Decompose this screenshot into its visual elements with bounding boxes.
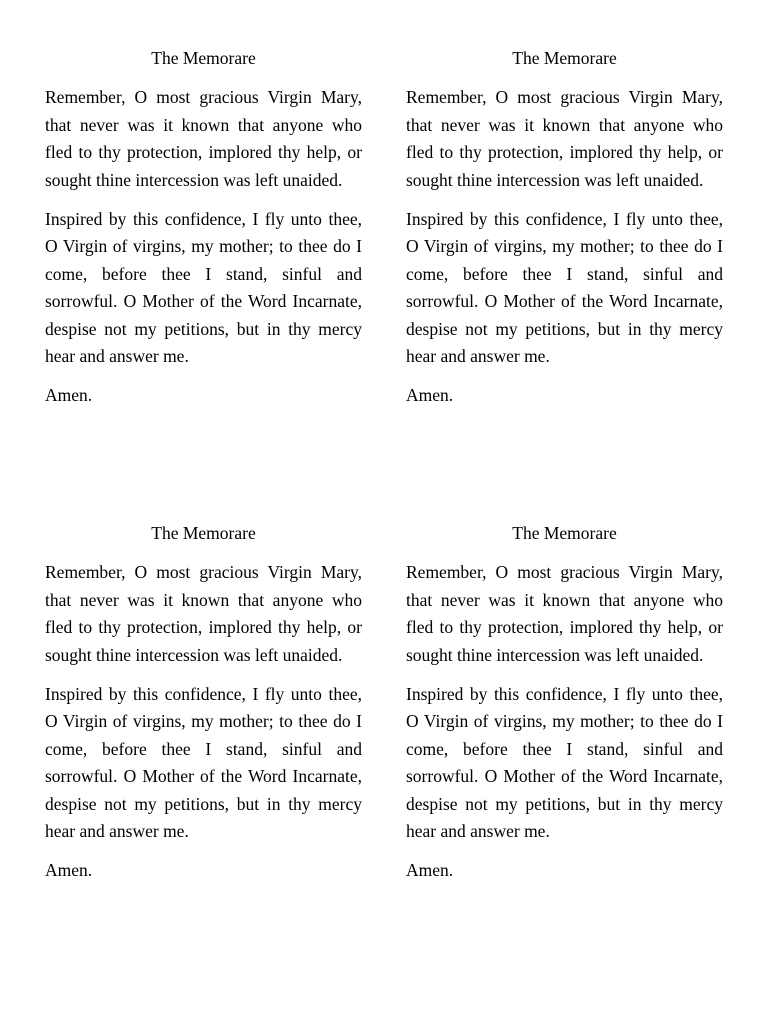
prayer-paragraph-2: Inspired by this confidence, I fly unto thee, O Virgin of virgins, my mother; to thee do I come, before thee I stand, sinful and sorrowful. O Mother of the Word Incarnate, despise not my petitions, but in thy mercy hear and answer me. — [45, 209, 362, 367]
prayer-card-bottom-left — [45, 520, 362, 885]
prayer-paragraph-1: Remember, O most gracious Virgin Mary, that never was it known that anyone who fled to thy protection, implored thy help, or sought thine intercession was left unaided. — [406, 87, 723, 190]
prayer-title: The Memorare — [512, 48, 617, 68]
prayer-paragraph-2: Inspired by this confidence, I fly unto thee, O Virgin of virgins, my mother; to thee do I come, before thee I stand, sinful and sorrowful. O Mother of the Word Incarnate, despise not my petitions, but in thy mercy hear and answer me. — [45, 684, 362, 842]
prayer-card-bottom-right — [406, 520, 723, 885]
prayer-closing: Amen. — [45, 860, 93, 881]
prayer-paragraph-1: Remember, O most gracious Virgin Mary, that never was it known that anyone who fled to thy protection, implored thy help, or sought thine intercession was left unaided. — [45, 562, 362, 665]
prayer-card-top-left — [45, 45, 362, 410]
prayer-closing: Amen. — [45, 385, 93, 406]
prayer-closing: Amen. — [406, 860, 454, 881]
prayer-paragraph-2: Inspired by this confidence, I fly unto thee, O Virgin of virgins, my mother; to thee do I come, before thee I stand, sinful and sorrowful. O Mother of the Word Incarnate, despise not my petitions, but in thy mercy hear and answer me. — [406, 684, 723, 842]
prayer-paragraph-1: Remember, O most gracious Virgin Mary, that never was it known that anyone who fled to thy protection, implored thy help, or sought thine intercession was left unaided. — [406, 562, 723, 665]
prayer-closing: Amen. — [406, 385, 454, 406]
prayer-paragraph-1: Remember, O most gracious Virgin Mary, that never was it known that anyone who fled to thy protection, implored thy help, or sought thine intercession was left unaided. — [45, 87, 362, 190]
prayer-title: The Memorare — [151, 48, 256, 68]
prayer-title: The Memorare — [512, 523, 617, 543]
prayer-title: The Memorare — [151, 523, 256, 543]
prayer-paragraph-2: Inspired by this confidence, I fly unto thee, O Virgin of virgins, my mother; to thee do I come, before thee I stand, sinful and sorrowful. O Mother of the Word Incarnate, despise not my petitions, but in thy mercy hear and answer me. — [406, 209, 723, 367]
prayer-card-top-right — [406, 45, 723, 410]
